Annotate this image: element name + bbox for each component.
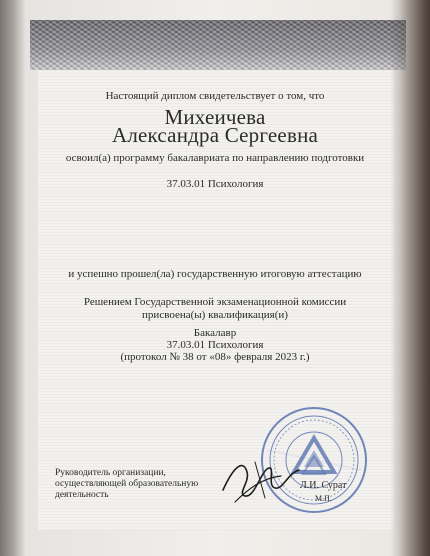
signer-name: Л.И. Сурат [300, 480, 347, 491]
stamp-place-mark: М.П. [315, 494, 332, 503]
signature-icon [215, 448, 305, 508]
commission-line-2: присвоена(ы) квалификация(и) [142, 309, 288, 321]
qualification-program: 37.03.01 Психология [166, 339, 264, 351]
attestation-line: и успешно прошел(ла) государственную итоговую аттестацию [68, 268, 362, 280]
program-code: 37.03.01 Психология [166, 178, 264, 190]
commission-line-1: Решением Государственной экзаменационной комиссии [83, 296, 347, 308]
head-line-1: Руководитель организации, [55, 468, 166, 478]
head-line-3: деятельность [55, 490, 109, 500]
program-line: освоил(а) программу бакалавриата по направлению подготовки [65, 152, 365, 164]
security-pattern-band [30, 20, 406, 70]
graduate-first-names: Александра Сергеевна [111, 123, 319, 147]
intro-line: Настоящий диплом свидетельствует о том, что [105, 90, 325, 102]
head-line-2: осуществляющей образовательную [55, 479, 199, 489]
protocol-line: (протокол № 38 от «08» февраля 2023 г.) [120, 351, 310, 363]
qualification: Бакалавр [193, 327, 237, 339]
organization-head-label [55, 468, 198, 501]
graduate-last-name: Михеичева [164, 105, 266, 129]
